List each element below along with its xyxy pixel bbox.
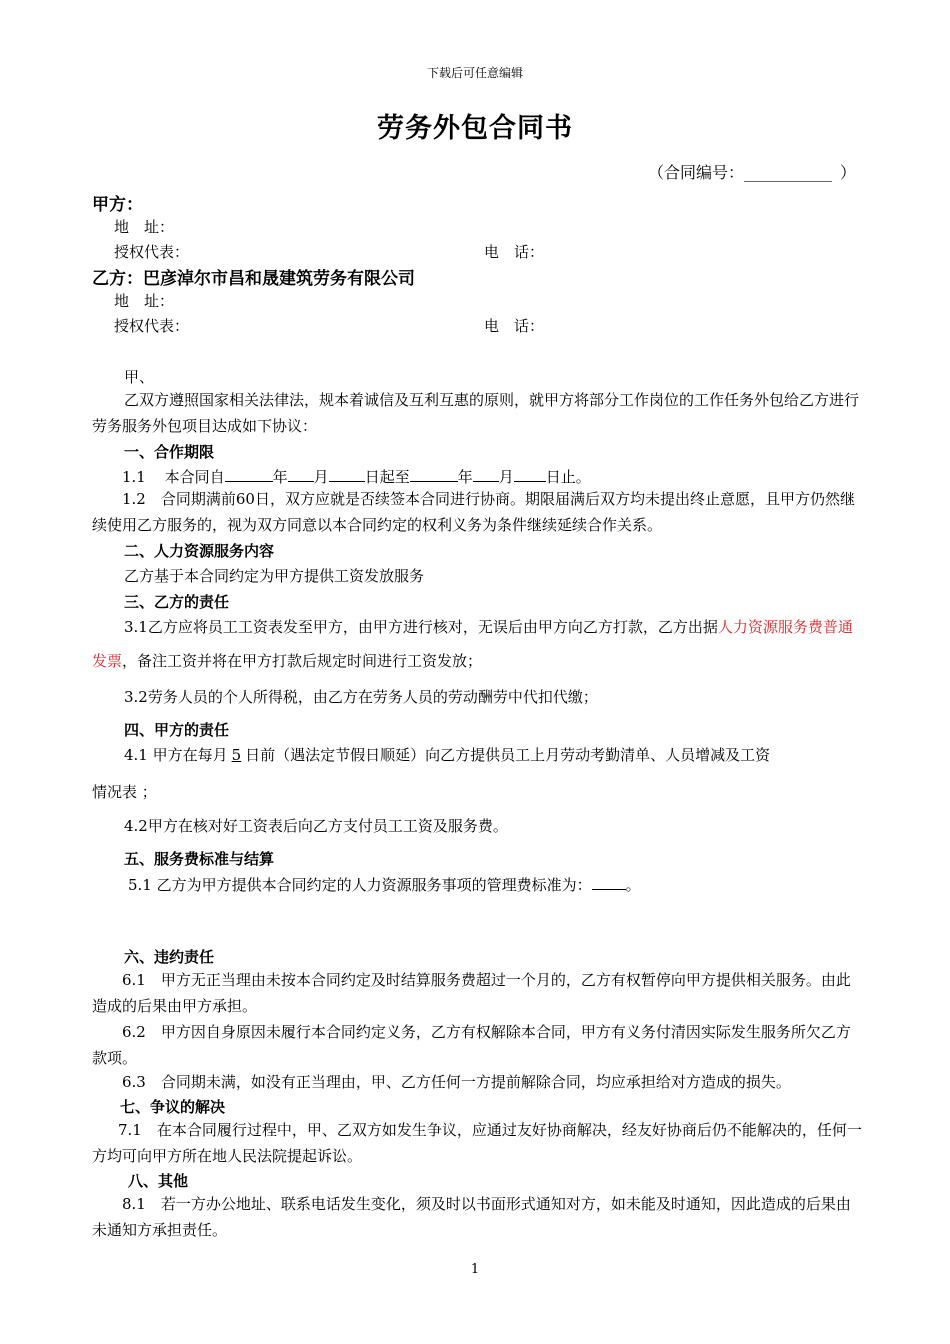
- clause-1-1-part-g: 日止。: [545, 468, 591, 486]
- clause-1-1-part-c: 月: [313, 468, 329, 486]
- party-a-label: 甲方：: [92, 195, 143, 215]
- clause-5-1-part-b: 。: [625, 876, 641, 894]
- section-2-heading: 二、人力资源服务内容: [124, 542, 275, 560]
- clause-3-1-part-b: ，备注工资并将在甲方打款后规定时间进行工资发放；: [122, 652, 483, 670]
- contract-number-prefix: （合同编号：: [648, 163, 745, 182]
- contract-number-blank: ___________: [744, 163, 833, 182]
- clause-4-2: 4.2甲方在核对好工资表后向乙方支付员工工资及服务费。: [124, 817, 508, 835]
- clause-3-2: 3.2劳务人员的个人所得税，由乙方在劳务人员的劳动酬劳中代扣代缴；: [124, 688, 598, 706]
- clause-6-1: 6.1 甲方无正当理由未按本合同约定及时结算服务费超过一个月的，乙方有权暂停向甲方提供相关服务。由此造成的后果由甲方承担。: [92, 971, 851, 1015]
- clause-6-2: 6.2 甲方因自身原因未履行本合同约定义务，乙方有权解除本合同，甲方有义务付清因实际发生服务所欠乙方款项。: [92, 1023, 851, 1067]
- contract-number-suffix: ）: [840, 163, 857, 182]
- intro-jia: 甲、: [124, 368, 155, 386]
- clause-8-1: 8.1 若一方办公地址、联系电话发生变化，须及时以书面形式通知对方，如未能及时通知，因此造成的后果由未通知方承担责任。: [92, 1195, 851, 1239]
- blank-end-day: [514, 465, 546, 482]
- contract-number: [648, 160, 856, 183]
- clause-6-3: 6.3 合同期未满，如没有正当理由，甲、乙方任何一方提前解除合同，均应承担给对方造成的损失。: [122, 1073, 791, 1091]
- invoice-type-highlight: 人力资源服务费普通发票: [92, 618, 853, 670]
- party-b-label: 乙方：巴彦淖尔市昌和晟建筑劳务有限公司: [92, 269, 415, 289]
- clause-1-1-part-f: 月: [498, 468, 514, 486]
- clause-1-1-part-b: 年: [272, 468, 288, 486]
- clause-4-1-continued: 情况表 ；: [92, 783, 157, 801]
- section-8-heading: 八、其他: [128, 1172, 189, 1190]
- clause-4-1-day: 5: [231, 746, 242, 764]
- blank-start-month: [288, 465, 314, 482]
- clause-5-1-part-a: 5.1 乙方为甲方提供本合同约定的人力资源服务事项的管理费标准为：: [128, 876, 592, 894]
- clause-1-1-number: 1.1: [122, 468, 146, 486]
- section-7-heading: 七、争议的解决: [120, 1098, 226, 1116]
- party-b-rep: 授权代表：: [114, 317, 190, 335]
- header-note: 下载后可任意编辑: [426, 66, 523, 80]
- clause-3-1: [92, 610, 862, 678]
- section-5-heading: 五、服务费标准与结算: [124, 850, 275, 868]
- blank-start-year: [225, 465, 273, 482]
- clause-1-2: 1.2 合同期满前60日，双方应就是否续签本合同进行协商。期限届满后双方均未提出终止意愿，且甲方仍然继续使用乙方服务的，视为双方同意以本合同约定的权利义务为条件继续延续合作关系。: [92, 490, 855, 534]
- clause-4-1-part-a: 4.1 甲方在每月: [124, 746, 228, 764]
- party-a-address: 地 址：: [114, 218, 175, 236]
- clause-1-1-part-d: 日起至: [364, 468, 410, 486]
- section-3-heading: 三、乙方的责任: [124, 593, 230, 611]
- page-number: 1: [470, 1262, 480, 1277]
- blank-start-day: [329, 465, 365, 482]
- section-2-text: 乙方基于本合同约定为甲方提供工资发放服务: [124, 567, 425, 585]
- clause-1-1-part-e: 年: [457, 468, 473, 486]
- clause-1-1: [122, 465, 591, 487]
- party-b-address: 地 址：: [114, 292, 175, 310]
- management-fee-blank: [592, 873, 626, 890]
- clause-3-1-part-a: 3.1乙方应将员工工资表发至甲方，由甲方进行核对，无误后由甲方向乙方打款，乙方出据: [124, 618, 718, 636]
- clause-4-1-part-b: 日前（遇法定节假日顺延）向乙方提供员工上月劳动考勤清单、人员增减及工资: [245, 746, 771, 764]
- blank-end-month: [473, 465, 499, 482]
- clause-4-1: [124, 744, 770, 765]
- document-title: 劳务外包合同书: [377, 113, 573, 144]
- clause-7-1: 7.1 在本合同履行过程中，甲、乙双方如发生争议，应通过友好协商解决，经友好协商后仍不能解决的，任何一方均可向甲方所在地人民法院提起诉讼。: [92, 1121, 862, 1165]
- section-4-heading: 四、甲方的责任: [124, 721, 230, 739]
- party-b-phone: 电 话：: [484, 317, 545, 335]
- intro-paragraph: 乙双方遵照国家相关法律法，规本着诚信及互利互惠的原则，就甲方将部分工作岗位的工作任务外包给乙方进行劳务服务外包项目达成如下协议：: [92, 391, 860, 435]
- section-6-heading: 六、违约责任: [124, 948, 215, 966]
- blank-end-year: [410, 465, 458, 482]
- party-a-rep: 授权代表：: [114, 243, 190, 261]
- party-a-phone: 电 话：: [484, 243, 545, 261]
- clause-1-1-part-a: 本合同自: [164, 468, 225, 486]
- section-1-heading: 一、合作期限: [124, 443, 215, 461]
- clause-5-1: [128, 873, 641, 895]
